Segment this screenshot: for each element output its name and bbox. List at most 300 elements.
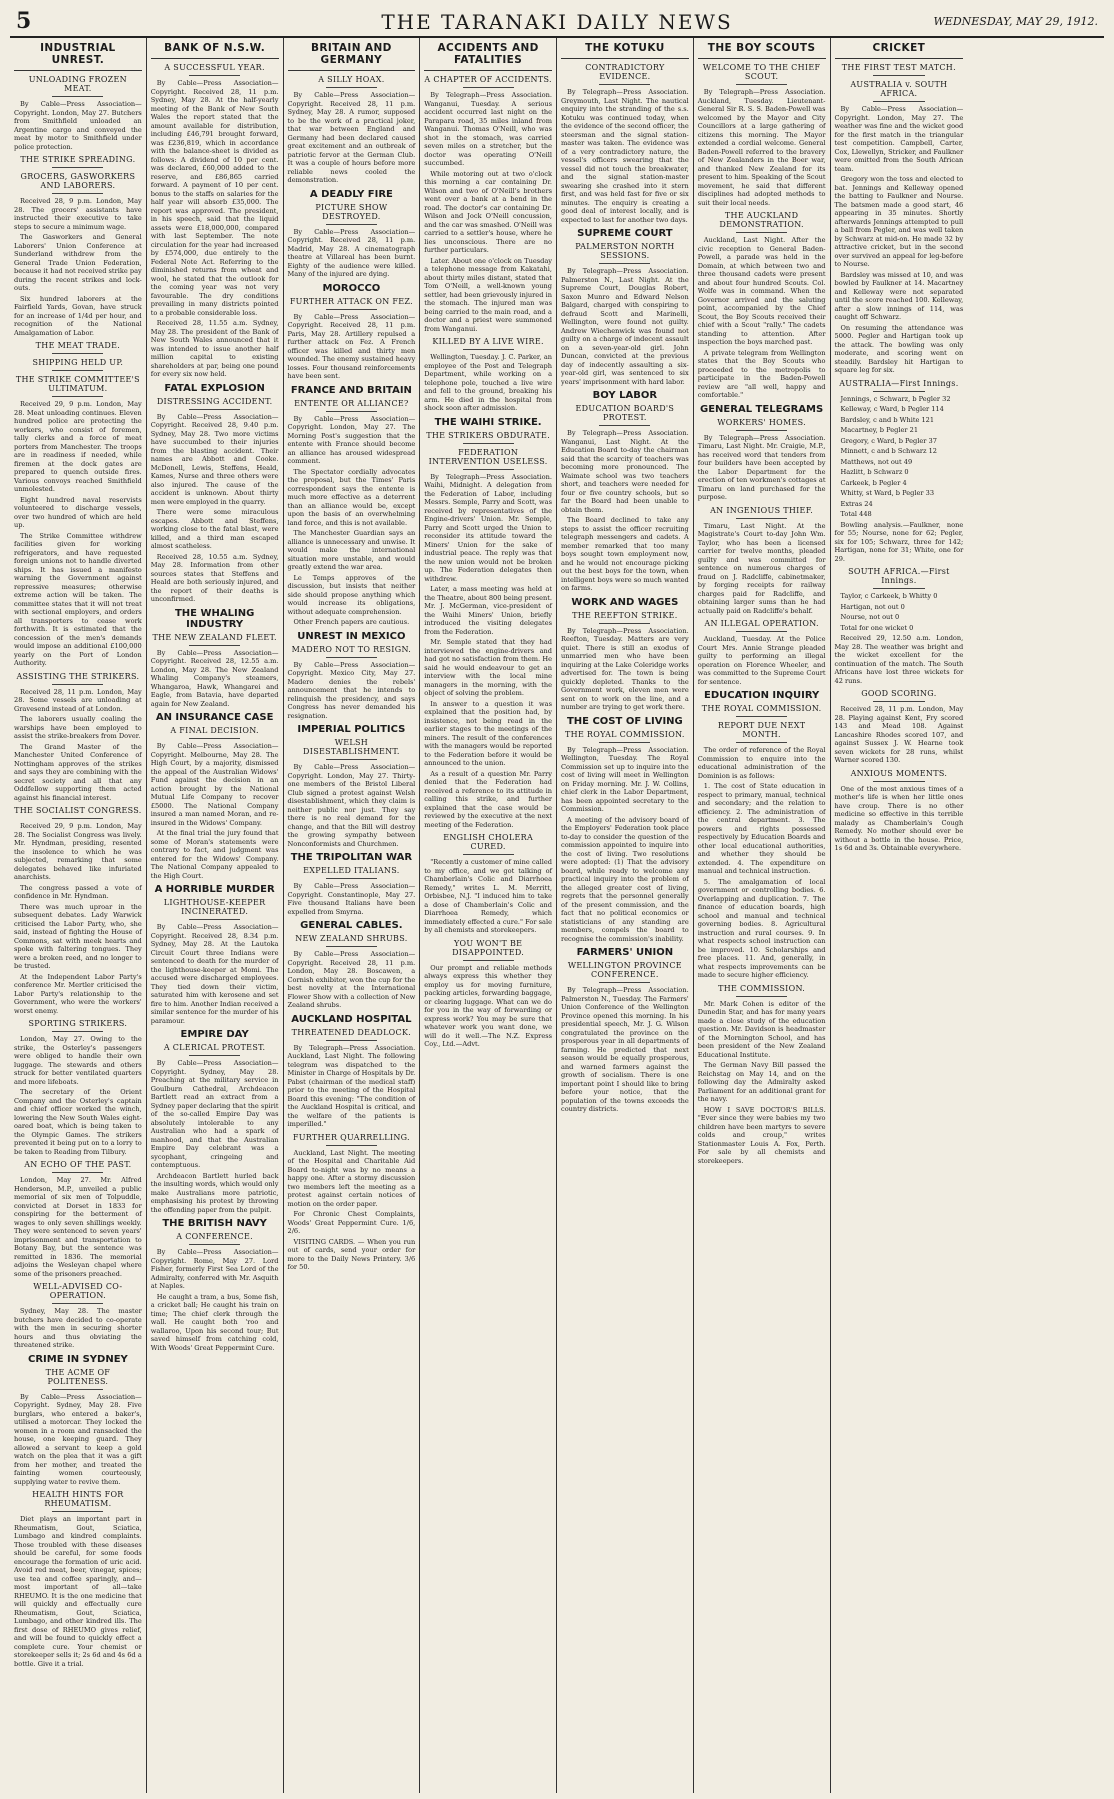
article-title: IMPERIAL POLITICS	[297, 724, 406, 735]
article	[14, 1019, 142, 1156]
article-body	[424, 353, 552, 413]
section-rule	[326, 657, 377, 658]
article-paragraph: Bardsley was missed at 10, and was bowled by Faulkner at 14. Macartney and Kelleway were not separated until the score reached 100. Kelleway, after a slow innings of 114, was caught off Schwarz.	[834, 270, 964, 321]
article-paragraph: Auckland, Last Night. The meeting of the Hospital and Charitable Aid Board to-night was by no means a happy one. After a stormy discussion two members left the meeting as a protest against certain notices of motion on the order paper.	[287, 1148, 416, 1208]
section-rule	[873, 781, 925, 782]
news-column	[147, 38, 284, 1793]
article-paragraph: The Strike Committee withdrew facilities given for working refrigerators, and have requested foreign unions not to handle diverted ships. It has issued a manifesto warning the Government against repressive measures; otherwise extreme action will be taken. The committee states that it will not treat with sectional employers, and orders all transporters to cease work forthwith. It is estimated that the concession of the men's demands would impose an additional £100,000 yearly on the Port of London Authority.	[14, 531, 142, 667]
article-paragraph: By Cable—Press Association—Copyright. Sydney, May 28. Five burglars, who entered a baker's, utilised a motorcar. They locked the women in a room and ransacked the house, one keeping guard. They allowed a servant to keep a gold watch on the plea that it was a gift from her mother, and treated the fainting women courteously, supplying water to revive them.	[14, 1392, 142, 1486]
article-paragraph: By Telegraph—Press Association. Timaru, Last Night. Mr. Craigie, M.P., has received word that tenders from four builders have been accepted by the Labor Department for the erection of ten workmen's cottages at Timaru on land purchased for the purpose.	[697, 433, 826, 501]
article-paragraph: By Telegraph—Press Association. Palmerston N., Tuesday. The Farmers' Union Conference of the Wellington Province opened this morning. In his presidential speech, Mr. J. G. Wilson congratulated the province on the prosperous year in all departments of farming. He predicted that next season would be equally prosperous, and warned farmers against the growth of socialism. There is one important point I should like to bring before your notice, that the population of the towns exceeds the country districts.	[561, 986, 689, 1113]
article-paragraph: The Gasworkers and General Laborers' Union Conference at Sunderland withdrew from the General Trade Union Federation, because it had not received strike pay during the recent strikes and lock-outs.	[14, 233, 142, 292]
article-subtitle: AN ECHO OF THE PAST.	[24, 1160, 132, 1169]
section-rule	[599, 742, 650, 743]
article-paragraph: Received 29, 9 p.m. London, May 28. The Socialist Congress was lively. Mr. Hyndman, presiding, resented the insolence to which he was subjected, remarking that some delegates behaved like infuriated anarchists.	[14, 822, 142, 881]
section-rule	[736, 84, 787, 85]
article	[835, 80, 964, 375]
article-paragraph: By Cable—Press Association—Copyright. Received 28, 11 p.m. Madrid, May 28. A cinematograph theatre at Villareal has been burnt. Eighty of the audience were killed. Many of the injured are dying.	[287, 227, 416, 278]
article-subtitle: THE AUCKLAND DEMONSTRATION.	[719, 211, 804, 229]
article	[698, 690, 826, 717]
article-paragraph: The Grand Master of the Manchester United Conference of Nottingham approves of the strikes and says they are combining with the secret society and all that any Oddfellow supporting them acted against his financial interest.	[14, 742, 142, 802]
article	[151, 383, 279, 604]
section-rule	[52, 1511, 103, 1512]
article	[14, 1490, 142, 1668]
article-subtitle: THE COMMISSION.	[718, 983, 806, 993]
newspaper-title: THE TARANAKI DAILY NEWS	[381, 10, 733, 34]
article-title: EDUCATION INQUIRY	[703, 690, 820, 701]
article-body	[288, 661, 416, 721]
section-rule	[52, 1172, 103, 1173]
article-subtitle: THE REEFTON STRIKE.	[572, 610, 678, 620]
article	[424, 833, 552, 935]
article-paragraph: Eight hundred naval reservists volunteered to discharge vessels, over two hundred of which are held up.	[14, 495, 142, 529]
article-title: A HORRIBLE MURDER	[154, 884, 275, 895]
article-paragraph: Our prompt and reliable methods always express this whether they employ us for moving furniture, packing articles, forwarding baggage, or clearing luggage. What can we do for you in the way of forwarding or express work? You may be sure that whatever work you want done, we will do it well.—The N.Z. Express Coy., Ltd.—Advt.	[424, 963, 552, 1048]
article-subtitle: EDUCATION BOARD'S PROTEST.	[575, 404, 675, 422]
article-paragraph: By Cable—Press Association—Copyright. London, May 27. The weather was fine and the wicket good for the first match in the triangular test competition. Campbell, Carter, Cox, Llewellyn, Stricker, and Faulkner were omitted from the South African team.	[834, 105, 964, 173]
article-body	[698, 236, 826, 400]
article	[14, 155, 142, 168]
article-body	[288, 1149, 416, 1272]
section-rule	[873, 588, 925, 589]
article	[151, 884, 279, 1025]
article	[288, 852, 416, 916]
article-body	[14, 1176, 142, 1278]
article-body	[424, 964, 552, 1049]
article-subtitle: MADERO NOT TO RESIGN.	[291, 644, 412, 654]
article-paragraph: Extras 24	[840, 499, 873, 508]
section-rule	[599, 263, 650, 264]
article	[151, 63, 279, 379]
article-subtitle: UNLOADING FROZEN MEAT.	[28, 75, 127, 93]
article-subtitle: A CHAPTER OF ACCIDENTS.	[424, 75, 552, 84]
article-body	[561, 429, 689, 593]
article	[835, 379, 964, 564]
article-paragraph: By Cable—Press Association—Copyright. Constantinople, May 27. Five thousand Italians have been expelled from Smyrna.	[287, 882, 416, 916]
article	[698, 404, 826, 502]
article	[288, 631, 416, 721]
article-paragraph: By Telegraph—Press Association. Auckland, Last Night. The following telegram was dispatched to the Minister in Charge of Hospitals by Dr. Pabst (chairman of the medical staff) prior to the meeting of the Hospital Board this evening: "The condition of the Auckland Hospital is critical, and the welfare of the patients is imperilled."	[287, 1043, 416, 1128]
section-rule	[463, 443, 514, 444]
article-paragraph: By Cable—Press Association—Copyright. Received 28, 11 p.m. Paris, May 28. Artillery repulsed a further attack on Fez. A French officer was killed and thirty men wounded. The enemy sustained heavy losses. Four thousand reinforcements have been sent.	[287, 312, 416, 380]
section-rule	[52, 684, 103, 685]
article	[14, 1160, 142, 1278]
article-subtitle: AN INGENIOUS THIEF.	[710, 505, 814, 515]
article-paragraph: He caught a tram, a bus, Some fish, a cricket ball; He caught his train on time; The chief clerk through the wall. He caught both 'roo and wallaroo, Upon his second tour; But saved himself from catching cold, With Woods' Great Peppermint Cure.	[150, 1292, 279, 1352]
article-subtitle: LIGHTHOUSE-KEEPER INCINERATED.	[163, 898, 266, 916]
article-title: AUCKLAND HOSPITAL	[291, 1013, 412, 1025]
article	[288, 75, 416, 185]
section-rule	[736, 430, 787, 431]
article-subtitle: ASSISTING THE STRIKERS.	[16, 671, 140, 681]
article-body	[288, 882, 416, 916]
section-rule	[736, 518, 787, 519]
article-body	[698, 434, 826, 502]
article-paragraph: By Telegraph—Press Association. Waihi, Midnight. A delegation from the Federation of Labor, including Messrs. Semple, Parry and Scott, was received by representatives of the Engine-drivers' Union. Mr. Semple, Parry and Scott urged the Union to reconsider its attitude toward the Miners' Union for the sake of industrial peace. The reply was that the new union would not be broken up. The Federation delegates then withdrew.	[424, 472, 552, 583]
article-paragraph: By Cable—Press Association—Copyright. Received 28, 8.34 p.m. Sydney, May 28. At the Lautoka Circuit Court three Indians were sentenced to death for the murder of the lighthouse-keeper at Momi. The accused were discharged employees. They tied down their victim, saturated him with kerosene and set fire to him. Another Indian received a similar sentence for the murder of his paramour.	[150, 923, 279, 1025]
article-subtitle: AUSTRALIA—First Innings.	[839, 378, 959, 388]
article-title: THE COST OF LIVING	[566, 715, 683, 727]
article-subtitle: REPORT DUE NEXT MONTH.	[717, 721, 806, 739]
article-paragraph: By Telegraph—Press Association. Wanganui, Last Night. At the Education Board to-day the chairman said that the scarcity of teachers was becoming more pronounced. The Waimate school was two teachers short, and teachers were needed for four or five country schools, but so far the Board had been unable to obtain them.	[561, 429, 689, 514]
article-subtitle: A SILLY HOAX.	[318, 75, 385, 84]
article	[424, 417, 552, 444]
article-body	[835, 592, 964, 685]
article-paragraph: Total 448	[840, 510, 872, 518]
article-paragraph: A meeting of the advisory board of the Employers' Federation took place to-day to consider the question of the commission appointed to inquire into the cost of living. Two resolutions were adopted: (1) That the advisory board, while ready to welcome any practical inquiry into the problem of the alleged greater cost of living, regrets that the personnel generally of the present commission, and the fact that no political economics or statisticians of any standing are members, compels the board to recognise the commission's inability.	[561, 815, 689, 943]
article-title: UNREST IN MEXICO	[297, 630, 406, 642]
article-paragraph: Whitty, st Ward, b Pegler 33	[840, 489, 935, 497]
article-title: THE TRIPOLITAN WAR	[290, 852, 413, 863]
section-rule	[736, 996, 787, 997]
article-body	[14, 822, 142, 1015]
article	[14, 375, 142, 668]
masthead	[10, 6, 1104, 38]
article	[561, 716, 689, 944]
article	[14, 172, 142, 337]
news-column	[284, 38, 421, 1793]
article-body	[835, 105, 964, 375]
section-rule	[189, 1055, 240, 1056]
article-subtitle: A FINAL DECISION.	[170, 726, 259, 735]
news-column	[10, 38, 147, 1793]
article-paragraph: Wellington, Tuesday. J. C. Parker, an employee of the Post and Telegraph Department, while working on a telephone pole, touched a live wire and fell to the ground, breaking his arm. He died in the hospital from shock soon after admission.	[424, 353, 552, 412]
article	[698, 63, 826, 207]
article	[561, 947, 689, 1114]
article-paragraph: By Cable—Press Association—Copyright. London, May 27. The Morning Post's suggestion that the entente with France should become an alliance has aroused widespread comment.	[287, 414, 416, 465]
article	[14, 75, 142, 151]
article-body	[14, 1307, 142, 1350]
article-paragraph: Timaru, Last Night. At the Magistrate's Court to-day John Wm. Taylor, who has been a licensed carrier for twelve months, pleaded guilty and was committed for sentence on numerous charges of fraud on J. Radcliffe, cabinetmaker, by forging receipts for railway charges paid for Radcliffe, and obtaining larger sums than he had actually paid on Radcliffe's behalf.	[697, 521, 826, 615]
article	[14, 806, 142, 1015]
article-body	[151, 649, 279, 709]
section-rule	[326, 224, 377, 225]
article-paragraph: Macartney, b Pegler 21	[840, 426, 919, 434]
article-paragraph: Kelleway, c Ward, b Pegler 114	[840, 405, 944, 413]
article-paragraph: By Cable—Press Association—Copyright. Melbourne, May 28. The High Court, by a majority, dismissed the appeal of the Australian Widows' Fund against the decision in an action brought by the National Mutual Life Company to recover £5000. The National Company insured a man named Moran, and re-insured in the Widows' Company.	[150, 742, 279, 827]
article-subtitle: HEALTH HINTS FOR RHEUMATISM.	[32, 1490, 124, 1508]
article-paragraph: Hazlitt, b Schwarz 0	[840, 468, 909, 476]
section-rule	[52, 193, 103, 194]
article-body	[698, 88, 826, 207]
article	[561, 390, 689, 593]
section-rule	[463, 349, 514, 350]
article	[14, 341, 142, 354]
section-rule	[463, 87, 514, 88]
article-paragraph: Received 28, 9 p.m. London, May 28. The grocers' assistants have instructed their executive to take steps to secure a minimum wage.	[14, 197, 142, 231]
article-body	[561, 88, 689, 224]
article-subtitle: THREATENED DEADLOCK.	[291, 1027, 412, 1037]
article-body	[151, 1248, 279, 1352]
article-title: BOY LABOR	[592, 390, 658, 401]
article-paragraph: 1. The cost of State education in respect to primary, manual, technical and secondary; and the relation to efficiency. 2. The administration of the central department. 3. The powers and rights possessed respectively by Education Boards and other local educational authorities, and whether they should be extended. 4. The expenditure on manual and technical instruction.	[697, 782, 826, 875]
article	[835, 769, 964, 853]
article-paragraph: By Cable—Press Association—Copyright. London, May 27. Thirty-one members of the Bristol Liberal Club signed a protest against Welsh disestablishment, which they claim is neither public nor just. They say there is no real demand for the change, and that the Bill will destroy the growing sympathy between Nonconformists and Churchmen.	[287, 763, 416, 848]
section-rule	[189, 645, 240, 646]
article	[835, 689, 964, 765]
section-rule	[52, 396, 103, 397]
column-heading: THE KOTUKU	[561, 42, 689, 59]
article-paragraph: Carkeek, b Pegler 4	[840, 478, 907, 487]
article-subtitle: A CLERICAL PROTEST.	[163, 1043, 266, 1052]
article-body	[561, 267, 689, 386]
section-rule	[189, 75, 240, 76]
article-body	[14, 1035, 142, 1156]
article-paragraph: Diet plays an important part in Rheumatism, Gout, Sciatica, Lumbago and kindred complaints. Those troubled with these diseases should be careful, for some foods encourage the formation of uric acid. Avoid red meat, beer, vinegar, spices; use tea and coffee sparingly, and—most important of all—take RHEUMO. It is the one medicine that will quickly and effectually cure Rheumatism, Gout, Sciatica, Lumbago, and other kindred ills. The first dose of RHEUMO gives relief, and will be found to quickly effect a complete cure. Your chemist or storekeeper sells it; 2s 6d and 4s 6d a bottle. Give it a trial.	[14, 1515, 142, 1668]
article-paragraph: Gregory, c Ward, b Pegler 37	[840, 436, 937, 445]
article-paragraph: At the Independent Labor Party's conference Mr. Mertler criticised the Labor Party's relationship to the Government, who were the workers' worst enemy.	[14, 972, 142, 1015]
article-body	[151, 413, 279, 604]
article-body	[14, 1393, 142, 1487]
section-rule	[326, 309, 377, 310]
article-paragraph: Mr. Mark Cohen is editor of the Dunedin Star, and has for many years made a close study of the education question. Mr. Davidson is headmaster of the Mornington School, and has been president of the New Zealand Educational Institute.	[697, 999, 826, 1059]
section-rule	[873, 75, 925, 76]
article	[424, 939, 552, 1049]
article-subtitle: FURTHER ATTACK ON FEZ.	[289, 296, 413, 306]
article	[151, 608, 279, 709]
article-subtitle: FEDERATION INTERVENTION USELESS.	[428, 447, 548, 466]
article-title: AN INSURANCE CASE	[155, 712, 274, 723]
article-body	[698, 1000, 826, 1166]
article-subtitle: THE STRIKE COMMITTEE'S ULTIMATUM.	[15, 375, 140, 393]
article-subtitle: THE NEW ZEALAND FLEET.	[152, 632, 277, 642]
article-body	[424, 473, 552, 830]
column-heading: CRICKET	[835, 42, 964, 59]
article-title: CRIME IN SYDNEY	[27, 1353, 128, 1365]
article-paragraph: Received 28, 11.55 a.m. Sydney, May 28. The president of the Bank of New South Wales announced that it was intended to issue another half million capital to existing shareholders at par, being one pound for every six now held.	[150, 319, 279, 378]
article-paragraph: For Chronic Chest Complaints, Woods' Great Peppermint Cure. 1/6, 2/6.	[287, 1210, 416, 1235]
news-column	[694, 38, 831, 1793]
page-number: 5	[16, 8, 32, 34]
section-rule	[463, 960, 514, 961]
article-paragraph: Later, a mass meeting was held at the Theatre, about 800 being present. Mr. J. McGerman, vice-president of the Waihi Miners' Union, briefly introduced the visiting delegates from the Federation.	[424, 585, 552, 636]
column-heading: BRITAIN AND GERMANY	[288, 42, 416, 71]
article-body	[14, 197, 142, 337]
article-subtitle: THE ROYAL COMMISSION.	[701, 704, 822, 713]
section-rule	[873, 701, 925, 702]
article-body	[424, 858, 552, 935]
section-rule	[52, 96, 103, 97]
article-subtitle: ENGLISH CHOLERA CURED.	[443, 833, 534, 851]
section-rule	[599, 623, 650, 624]
article-subtitle: THE ACME OF POLITENESS.	[45, 1367, 111, 1386]
column-grid	[10, 38, 1104, 1793]
article-paragraph: HOW I SAVE DOCTOR'S BILLS. "Ever since they were babies my two children have been martyrs to severe colds and croup," writes Stationmaster Louis A. Fox, Perth. For sale by all chemists and storekeepers.	[697, 1105, 826, 1165]
article-body	[561, 627, 689, 712]
article	[288, 920, 416, 1010]
section-rule	[326, 946, 377, 947]
article	[424, 337, 552, 413]
article-body	[835, 705, 964, 765]
section-rule	[52, 370, 103, 371]
section-rule	[326, 759, 377, 760]
article-paragraph: VISITING CARDS. — When you run out of cards, send your order for more to the Daily News Printery. 3/6 for 50.	[287, 1237, 416, 1271]
article	[151, 712, 279, 880]
article-paragraph: The congress passed a vote of confidence in Mr. Hyndman.	[14, 883, 142, 900]
article-title: THE BRITISH NAVY	[162, 1218, 267, 1229]
article-paragraph: Received 28, 10.55 a.m. Sydney, May 28. Information from other sources states that Steffens and Heald are both seriously injured, and the report of their deaths is unconfirmed.	[150, 552, 279, 603]
article	[14, 1354, 142, 1487]
article-title: FRANCE AND BRITAIN	[290, 384, 412, 396]
article-paragraph: Mr. Semple stated that they had interviewed the engine-drivers and had got no satisfaction from them. He said he would endeavour to get an interview with the local mine managers in the morning, with the object of solving the problem.	[424, 638, 552, 697]
article-paragraph: By Cable—Press Association—Copyright. Received 28, 9.40 p.m. Sydney, May 28. Two more victims have succumbed to their injuries from the blasting accident. Their names are Abbott and Cooke. McDonell, Lewis, Steffens, Heald, Kames, Nurse and three others were also injured. The cause of the accident is unknown. About thirty men were employed in the quarry.	[150, 412, 279, 506]
section-rule	[599, 84, 650, 85]
article	[288, 283, 416, 381]
article-paragraph: Gregory won the toss and elected to bat. Jennings and Kelleway opened the batting to Faulkner and Nourse. The batsmen made a good start, 46 appearing in 35 minutes. Shortly afterwards Jennings attempted to pull a ball from Pegler, and was well taken by Schwarz at mid-on. He made 32 by attractive cricket, but in the second over survived an appeal for leg-before to Nourse.	[834, 175, 964, 268]
section-rule	[189, 409, 240, 410]
article-title: GENERAL CABLES.	[300, 920, 403, 931]
article-paragraph: By Telegraph—Press Association. Greymouth, Last Night. The nautical enquiry into the stranding of the s.s. Kotuku was continued today, when the evidence of the second officer, the steersman and the signal station-master was taken. The evidence was of a very contradictory nature, the vessel's officers swearing that the vessel did not touch the breakwater, and the signal station-master swearing she crashed into it stern first, and was held fast for five or six minutes. The enquiry is creating a good deal of interest locally, and is expected to last for another two days.	[561, 88, 689, 224]
article-paragraph: Nourse, not out 0	[840, 613, 900, 621]
article-title: SUPREME COURT	[577, 228, 673, 239]
article-paragraph: There were some miraculous escapes. Abbott and Steffens, working close to the fatal blast, were killed, and a third man escaped almost scatheless.	[150, 508, 279, 550]
article-paragraph: By Telegraph—Press Association. Reefton, Tuesday. Matters are very quiet. There is still an exodus of unmarried men who have been inquiring at the Lake Coleridge works advertised for. The town is being quickly depleted. Thanks to the Government work, eleven men were sent on to work on the line, and a number are trying to get work there.	[561, 626, 689, 711]
article-subtitle: YOU WON'T BE DISAPPOINTED.	[452, 938, 525, 957]
article-subtitle: THE SOCIALIST CONGRESS.	[14, 806, 142, 815]
article	[14, 358, 142, 371]
article-subtitle: AUSTRALIA v. SOUTH AFRICA.	[850, 80, 948, 98]
news-column	[831, 38, 968, 1793]
article-subtitle: CONTRADICTORY EVIDENCE.	[585, 63, 665, 81]
article-paragraph: Received 28, 11 p.m. London, May 28. Playing against Kent, Fry scored 143 and Mead 108. Against Lancashire Rhodes scored 107, and against Sussex J. W. Hearne took seven wickets for 28 runs, whilst Warner scored 130.	[834, 705, 964, 764]
article	[698, 619, 826, 686]
article-paragraph: At the final trial the jury found that some of Moran's statements were contrary to fact, and judgment was entered for the Widows' Company. The National Company appealed to the High Court.	[150, 829, 279, 880]
article-subtitle: ENTENTE OR ALLIANCE?	[294, 398, 409, 408]
article	[288, 724, 416, 848]
section-rule	[52, 1303, 103, 1304]
article-paragraph: Received 29, 9 p.m. London, May 28. Meat unloading continues. Eleven hundred police are protecting the workers, who consist of foremen, tally clerks and a force of meat porters from Manchester. The troops are in readiness if needed, while firemen at the dock gates are prepared to quench outside fires. Various convoys reached Smithfield unmolested.	[14, 400, 142, 493]
article-subtitle: THE MEAT TRADE.	[35, 341, 121, 350]
article-paragraph: Archdeacon Bartlett hurled back the insulting words, which would only make Australians more patriotic, emphasising his protest by throwing the offending paper from the pulpit.	[150, 1171, 279, 1214]
article-paragraph: Taylor, c Carkeek, b Whitty 0	[840, 592, 938, 600]
article-body	[561, 986, 689, 1114]
article-subtitle: GROCERS, GASWORKERS AND LABORERS.	[20, 172, 136, 190]
article	[698, 721, 826, 980]
section-rule	[873, 391, 925, 392]
article-paragraph: By Cable—Press Association—Copyright. Received 28, 11 p.m. Sydney, May 28. A rumor, supposed to be the work of a practical joker, that war between England and Germany had been declared caused great excitement and an outbreak of patriotic fervor at the German Club. It was a couple of hours before more reliable news cooled the demonstration.	[287, 91, 416, 184]
article-paragraph: London, May 27. Mr. Alfred Henderson, M.P., unveiled a public memorial of six men of Tolpuddle, convicted at Dorset in 1833 for conspiring for the betterment of wages to only seven shillings weekly. They were sentenced to seven years' imprisonment and transportation to Botany Bay, but the sentence was remitted in 1836. The memorial adjoins the Wesleyan chapel where some of the prisoners preached.	[14, 1176, 142, 1278]
article-paragraph: The secretary of the Orient Company and the Osterley's captain and chief officer worked the winch, lowering the New South Wales eight-oared boat, which is being taken to the Olympic Games. The strikers prevented it being put on to a lorry to be taken to Reading from Tilbury.	[14, 1088, 142, 1156]
article-paragraph: By Telegraph—Press Association. Wellington, Tuesday. The Royal Commission set up to inquire into the cost of living will meet in Wellington on Friday morning. Mr. J. W. Collins, chief clerk in the Labor Department, has been appointed secretary to the Commission.	[561, 745, 689, 813]
article	[288, 1133, 416, 1272]
article-paragraph: By Cable—Press Association—Copyright. Sydney, May 28. Preaching at the military service in Goulburn Cathedral, Archdeacon Bartlett read an extract from a Sydney paper declaring that the spirit of the so-called Empire Day was absolutely intolerable to any Australian who had a spark of manhood, and that the Australian Empire Day celebrant was a sycophant, cringeing and contemptuous.	[150, 1059, 279, 1169]
article	[698, 506, 826, 616]
section-rule	[736, 742, 787, 743]
section-rule	[326, 87, 377, 88]
article-subtitle: PICTURE SHOW DESTROYED.	[315, 202, 388, 221]
section-rule	[189, 738, 240, 739]
article-paragraph: Minnett, c and b Schwarz 12	[840, 447, 937, 455]
article-paragraph: On resuming the attendance was 5000. Pegler and Hartigan took up the attack. The bowling was only moderate, and scoring went on steadily. Bardsley hit Hartigan to square leg for six.	[834, 323, 964, 374]
article-body	[288, 763, 416, 848]
article-body	[151, 79, 279, 379]
article-body	[288, 91, 416, 185]
section-rule	[736, 631, 787, 632]
article-subtitle: ANXIOUS MOMENTS.	[850, 768, 948, 778]
article-paragraph: Six hundred laborers at the Fairfield Yards, Govan, have struck for an increase of 1/4d per hour, and recognition of the National Amalgamation of Labor.	[14, 294, 142, 337]
article-body	[835, 785, 964, 853]
article-paragraph: One of the most anxious times of a mother's life is when her little ones have croup. There is no other medicine so effective in this terrible malady as Chamberlain's Cough Remedy. No mother should ever be without a bottle in the house. Price, 1s 6d and 3s. Obtainable everywhere.	[834, 784, 964, 852]
article-paragraph: In answer to a question it was explained that the position had, by insistence, not being read in the earlier stages to the meetings of the miners. The result of the conferences with the managers would be reported to the Federation before it would be announced to the union.	[424, 699, 552, 767]
article	[424, 75, 552, 333]
news-column	[557, 38, 694, 1793]
article	[14, 672, 142, 803]
article-subtitle: WELL-ADVISED CO-OPERATION.	[33, 1282, 123, 1300]
article-body	[14, 1515, 142, 1668]
section-rule	[52, 353, 103, 354]
article-title: EMPIRE DAY	[180, 1029, 249, 1040]
article-paragraph: London, May 27. Owing to the strike, the Osterley's passengers were obliged to handle their own luggage. The stewards and others struck for better ventilated quarters and more lifeboats.	[14, 1035, 142, 1086]
section-rule	[736, 716, 787, 717]
article	[561, 597, 689, 712]
article-paragraph: Auckland, Last Night. After the civic reception to General Baden-Powell, a parade was held in the Domain, at which between two and three thousand cadets were present and about four hundred Scouts. Col. Wolfe was in command. When the Governor arrived and the saluting point, accompanied by the Chief Scout, the Boy Scouts received their chief with a Scout "rally." The cadets standing to attention. After inspection the boys marched past.	[697, 236, 826, 346]
article-paragraph: The German Navy Bill passed the Reichstag on May 14, and on the following day the Admiralty asked Parliament for an additional grant for the navy.	[697, 1061, 826, 1103]
section-rule	[52, 1031, 103, 1032]
section-rule	[873, 101, 925, 102]
article-body	[151, 742, 279, 880]
article-paragraph: Le Temps approves of the discussion, but insists that neither side should propose anything which would increase its obligations, without adequate comprehension.	[287, 573, 416, 616]
article-body	[288, 228, 416, 279]
article	[424, 448, 552, 830]
article-paragraph: Sydney, May 28. The master butchers have decided to co-operate with the men in securing shorter hours and thus obviating the threatened strike.	[14, 1307, 142, 1349]
article-subtitle: THE STRIKE SPREADING.	[20, 155, 136, 164]
article	[151, 1218, 279, 1352]
article-subtitle: A SUCCESSFUL YEAR.	[164, 63, 265, 72]
article-paragraph: While motoring out at two o'clock this morning a car containing Dr. Wilson and two of O'Neill's brothers went over a bank at a bend in the road. The doctor's car containing Dr. Wilson and Jock O'Neill concussion, and the car was smashed. O'Neill was carried to a settler's house, where he lies unconscious. There are no further particulars.	[424, 169, 552, 254]
article-paragraph: By Cable—Press Association—Copyright. Received 28, 11 p.m. Sydney, May 28. At the half-yearly meeting of the Bank of New South Wales the report stated that the amount available for distribution, including £46,791 brought forward, was £236,819, which in accordance with the balance-sheet is divided as follows: A dividend of 10 per cent. was declared, £60,000 added to the reserve, and £86,865 carried forward. A payment of 10 per cent. bonus to the staffs on salaries for the half year will absorb £35,000. The report was approved. The president, in his speech, said that the liquid assets were £18,000,000, compared with last September. The note circulation for the year had increased by £574,000, due entirely to the Federal Note Act. Referring to the diminished returns from wheat and wool, he stated that the outlook for the coming year was not very favourable. The dry conditions prevailing in many districts pointed to a probable considerable loss.	[150, 79, 279, 317]
section-rule	[326, 411, 377, 412]
article	[151, 1029, 279, 1214]
section-rule	[599, 425, 650, 426]
article-paragraph: Matthews, not out 49	[840, 457, 913, 466]
article-paragraph: Bowling analysis.—Faulkner, none for 55; Nourse, none for 62; Pegler, six for 105; Schwarz, three for 142; Hartigan, none for 31; White, one for 29.	[834, 520, 964, 563]
article-subtitle: THE ROYAL COMMISSION.	[565, 729, 685, 739]
article-body	[151, 923, 279, 1025]
column-heading: THE BOY SCOUTS	[698, 42, 826, 59]
article-body	[561, 746, 689, 944]
news-column	[420, 38, 557, 1793]
article-body	[288, 415, 416, 627]
article-body	[14, 400, 142, 668]
article-subtitle: GOOD SCORING.	[861, 689, 937, 698]
article-subtitle: WELSH DISESTABLISHMENT.	[303, 738, 400, 756]
article-subtitle: KILLED BY A LIVE WIRE.	[432, 337, 544, 346]
section-rule	[463, 469, 514, 470]
article	[561, 228, 689, 386]
section-rule	[52, 818, 103, 819]
article-body	[14, 100, 142, 151]
article-subtitle: PALMERSTON NORTH SESSIONS.	[575, 242, 675, 260]
issue-date: WEDNESDAY, MAY 29, 1912.	[933, 15, 1098, 28]
article-paragraph: As a result of a question Mr. Parry denied that the Federation had received a reference to its attitude in calling this strike, and further explained that the case would be reviewed by the executive at the next meeting of the Federation.	[424, 769, 552, 829]
article-body	[424, 91, 552, 333]
article-subtitle: THE FIRST TEST MATCH.	[841, 63, 956, 72]
article-paragraph: By Cable—Press Association—Copyright. London, May 27. Butchers from Smithfield unloaded an Argentine cargo and conveyed the meat by motor to Smithfield under police protection.	[14, 100, 142, 151]
article-subtitle: AN ILLEGAL OPERATION.	[704, 619, 819, 628]
article-subtitle: THE STRIKERS OBDURATE.	[426, 430, 551, 440]
article-subtitle: SPORTING STRIKERS.	[28, 1019, 128, 1028]
article	[698, 984, 826, 1166]
article	[14, 1282, 142, 1350]
section-rule	[736, 232, 787, 233]
article-paragraph: By Cable—Press Association—Copyright. Rome, May 27. Lord Fisher, formerly First Sea Lord of the Admiralty, conferred with Mr. Asquith at Naples.	[150, 1248, 279, 1290]
article-paragraph: By Telegraph—Press Association. Wanganui, Tuesday. A serious accident occurred last night on the Parapara road, 35 miles inland from Wanganui. Thomas O'Neill, who was shot in the stomach, was carried seven miles on a stretcher, but the doctor was operating O'Neill succumbed.	[424, 91, 552, 167]
article-title: THE WAIHI STRIKE.	[434, 416, 542, 428]
article-paragraph: Hartigan, not out 0	[840, 602, 905, 611]
section-rule	[326, 1145, 377, 1146]
section-rule	[599, 982, 650, 983]
article-paragraph: The Board declined to take any steps to assist the officer recruiting telegraph messengers and cadets. A member remarked that too many boys sought town employment now, and he would not encourage picking out the best boys for the town, when intelligent boys were so much wanted on farms.	[561, 516, 689, 592]
